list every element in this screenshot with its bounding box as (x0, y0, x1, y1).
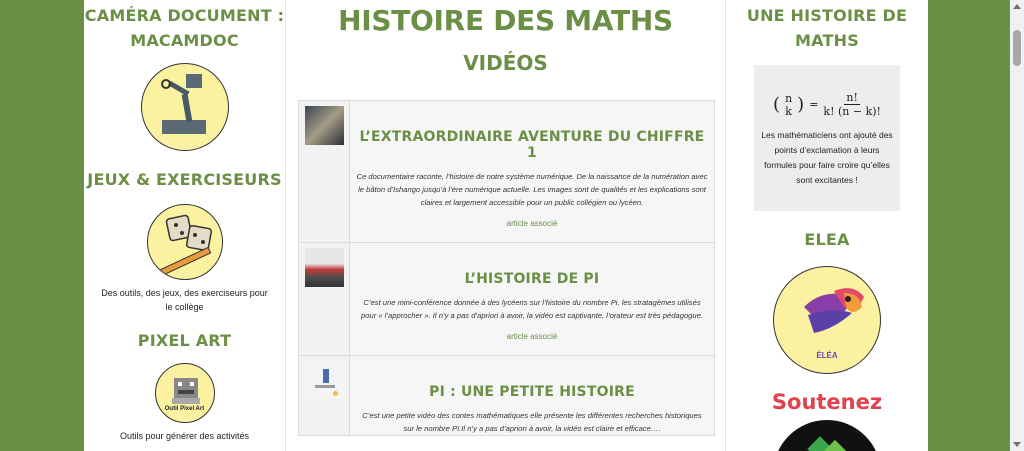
related-article-link[interactable]: article associé (506, 219, 558, 228)
video-title[interactable]: PI : UNE PETITE HISTOIRE (429, 384, 635, 400)
pixel-art-widget-description: Outils pour générer des activités (119, 431, 250, 441)
pixel-art-logo[interactable] (155, 363, 215, 423)
video-item (299, 356, 714, 435)
right-sidebar (726, 0, 928, 451)
games-widget-title: JEUX & EXERCISEURS (87, 170, 282, 189)
support-heading: Soutenez (771, 390, 883, 414)
pixel-art-logo-text: Outil Pixel Art (164, 406, 205, 412)
math-story-widget-title: UNE HISTOIRE DE MATHS (746, 6, 908, 50)
video-description: C’est une petite vidéo des contes mathématiques elle présente les différentes recherches historiques sur le nombre PI.Il n’y a pas d’apriori à avoir, la vidéo est claire et efficace…. (362, 411, 702, 433)
support-association-logo[interactable] (773, 420, 881, 451)
pixel-art-widget-title: PIXEL ART (137, 331, 232, 350)
page-title: HISTOIRE DES MATHS (338, 4, 673, 37)
video-title[interactable]: L’EXTRAORDINAIRE AVENTURE DU CHIFFRE 1 (359, 129, 705, 161)
video-item (299, 243, 714, 356)
camera-widget-title-line2: MACAMDOC (130, 31, 239, 50)
video-list (298, 100, 715, 436)
camera-widget-title-line1: CAMÉRA DOCUMENT : (84, 6, 285, 25)
binomial-formula: ( n k ) = $\frac{n!}{k! (n - k)!}$ (773, 91, 881, 118)
video-thumbnail[interactable] (305, 361, 344, 400)
video-description: C’est une mini-conférence donnée à des lycéens sur l’histoire du nombre Pi, les stratagèmes utilisés pour « l’approcher ». Il n’y a pas d’apriori à avoir, la vidéo est captivante, l’orateur est très pédagogue. (361, 298, 703, 320)
video-title[interactable]: L’HISTOIRE DE PI (464, 271, 600, 287)
main-content (286, 0, 726, 451)
page-container (84, 0, 928, 451)
related-article-link[interactable]: article associé (506, 332, 558, 341)
elea-logo[interactable] (773, 266, 881, 374)
games-widget-description: Des outils, des jeux, des exerciseurs pour le collège (101, 288, 268, 312)
scroll-down-arrow-icon[interactable] (1013, 442, 1021, 447)
video-thumbnail[interactable] (305, 248, 344, 287)
video-thumbnail[interactable] (305, 106, 344, 145)
scrollbar-thumb[interactable] (1013, 30, 1021, 66)
video-item (299, 101, 714, 243)
scroll-up-arrow-icon[interactable] (1013, 4, 1021, 9)
dice-pencil-icon[interactable] (147, 204, 223, 280)
elea-logo-text: ÉLÉA (816, 351, 838, 360)
document-camera-icon[interactable] (141, 63, 229, 151)
section-title: VIDÉOS (463, 51, 548, 75)
math-joke-text: Les mathématiciens ont ajouté des points d’exclamation à leurs formules pour faire croire qu’elles sont excitantes ! (761, 130, 893, 185)
elea-widget-title: ELEA (804, 230, 850, 249)
video-description: Ce documentaire raconte, l’histoire de notre système numérique. De la naissance de la numération avec le bâton d’Ishango jusqu’à l’ère numérique actuelle. Les images sont de qualités et les explications sont claires et largement accessible pour un public collégien ou lycéen. (356, 172, 708, 207)
page-scrollbar[interactable] (1010, 0, 1024, 451)
math-joke-image (754, 65, 900, 211)
left-sidebar (84, 0, 286, 451)
